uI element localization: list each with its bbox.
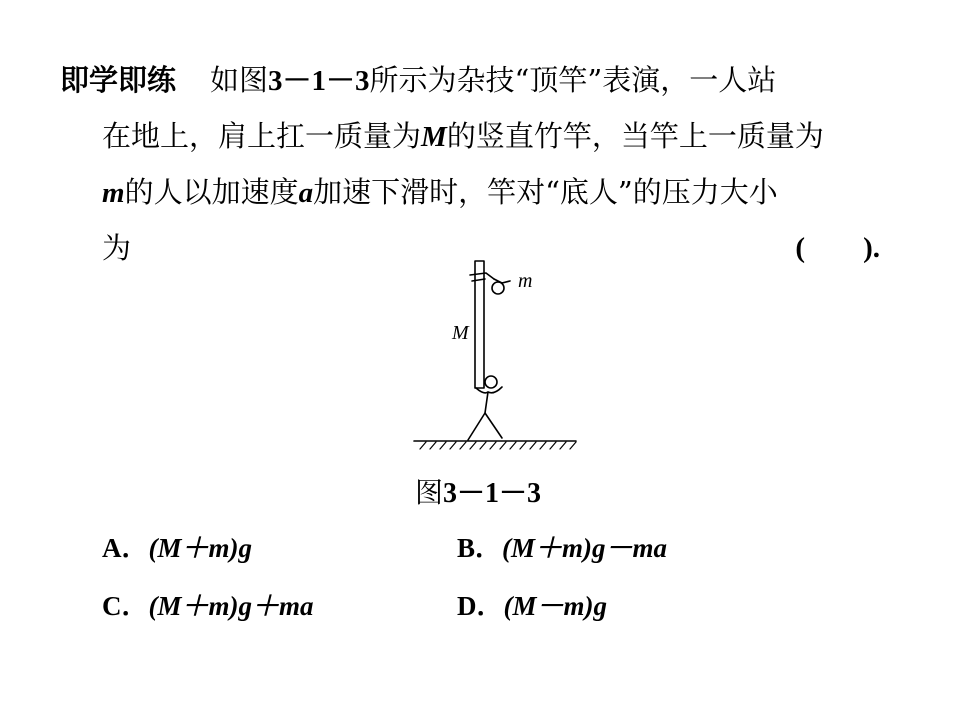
answer-blank: ( ). — [795, 232, 880, 264]
option-letter: B． — [457, 533, 503, 563]
option-letter: C． — [102, 591, 149, 621]
option-expression: (M－m)g — [503, 591, 607, 621]
figure-caption — [415, 471, 541, 511]
bottom-person-head — [485, 376, 497, 388]
variable-a: a — [298, 177, 314, 209]
figure-reference: 3－1－3 — [268, 65, 370, 97]
text-segment: 在地上，肩上扛一质量为 — [102, 119, 422, 153]
option-c[interactable] — [102, 586, 314, 627]
option-expression: (M＋m)g－ma — [502, 533, 668, 563]
options-row-2 — [102, 586, 802, 644]
option-letter: A． — [102, 533, 149, 563]
label-m: m — [518, 270, 533, 292]
option-a[interactable] — [102, 528, 252, 569]
answer-options — [102, 528, 802, 644]
option-d[interactable] — [457, 586, 607, 627]
problem-line-2 — [60, 108, 910, 164]
text-segment: 如图 — [210, 63, 269, 97]
problem-line-1 — [60, 52, 910, 108]
bottom-person-legs — [468, 413, 502, 440]
text-segment: 加速下滑时，竿对“底人”的压力大小 — [313, 175, 778, 209]
bottom-person-body — [485, 392, 488, 413]
top-person-head — [492, 282, 504, 294]
pole-figure — [410, 255, 580, 455]
variable-m: m — [102, 177, 125, 209]
label-M: M — [452, 322, 469, 344]
option-expression: (M＋m)g — [148, 533, 252, 563]
text-segment: 所示为杂技“顶竿”表演，一人站 — [369, 63, 777, 97]
option-b[interactable] — [457, 528, 667, 569]
ground-hatch — [420, 442, 576, 449]
text-segment: 的竖直竹竿，当竿上一质量为 — [446, 119, 824, 153]
option-expression: (M＋m)g＋ma — [148, 591, 314, 621]
text-segment: 的人以加速度 — [124, 175, 299, 209]
options-row-1 — [102, 528, 802, 586]
option-letter: D． — [457, 591, 504, 621]
problem-line-3 — [60, 164, 910, 220]
caption-prefix: 图 — [415, 476, 444, 509]
text-segment: 为 — [102, 231, 132, 265]
caption-number: 3－1－3 — [443, 478, 542, 509]
variable-M: M — [421, 121, 447, 153]
problem-text — [60, 52, 910, 276]
section-lead: 即学即练 — [60, 63, 177, 97]
